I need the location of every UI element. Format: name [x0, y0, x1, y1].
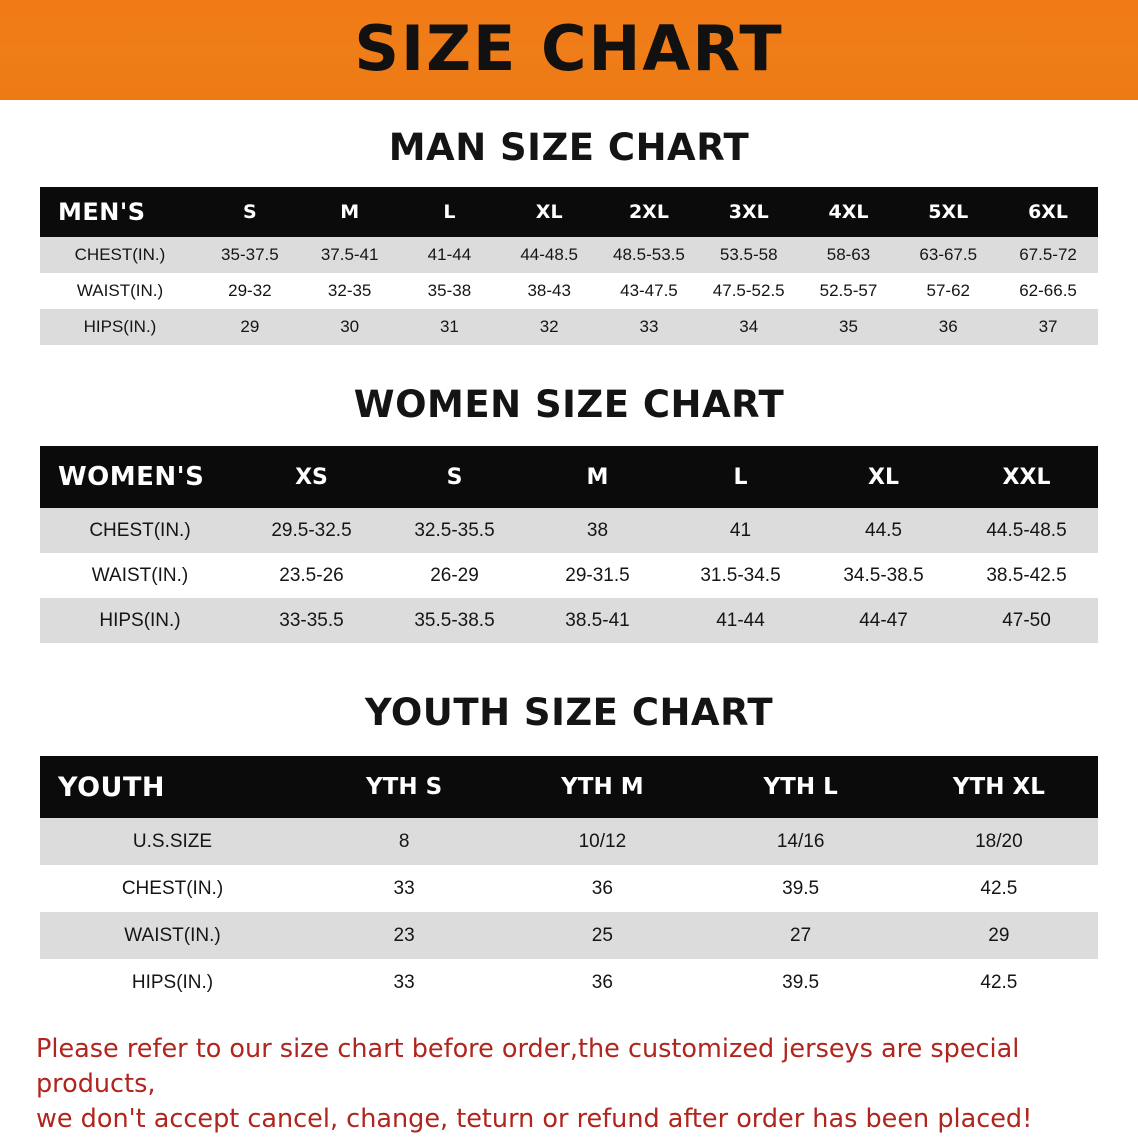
table-cell: 41-44 [669, 598, 812, 643]
row-label: HIPS(IN.) [40, 598, 240, 643]
table-cell: 58-63 [799, 237, 899, 273]
table-cell: 33 [599, 309, 699, 345]
table-cell: 29.5-32.5 [240, 508, 383, 553]
row-label: U.S.SIZE [40, 818, 305, 865]
row-label: WAIST(IN.) [40, 912, 305, 959]
table-cell: 29-31.5 [526, 553, 669, 598]
table-cell: 43-47.5 [599, 273, 699, 309]
table-cell: 37.5-41 [300, 237, 400, 273]
table-cell: 57-62 [898, 273, 998, 309]
table-cell: 29 [900, 912, 1098, 959]
table-header-cell: YTH XL [900, 756, 1098, 818]
table-cell: 33 [305, 865, 503, 912]
table-cell: 48.5-53.5 [599, 237, 699, 273]
table-cell: 38 [526, 508, 669, 553]
table-cell: 31.5-34.5 [669, 553, 812, 598]
table-row [40, 273, 1098, 309]
table-cell: 35-37.5 [200, 237, 300, 273]
table-cell: 44-47 [812, 598, 955, 643]
table-header-cell: XXL [955, 446, 1098, 508]
table-header-cell: L [669, 446, 812, 508]
table-header-cell: 6XL [998, 187, 1098, 237]
table-row [40, 237, 1098, 273]
table-cell: 29-32 [200, 273, 300, 309]
table-cell: 31 [400, 309, 500, 345]
table-row [40, 959, 1098, 1006]
man-table-wrap [0, 187, 1138, 345]
table-cell: 47.5-52.5 [699, 273, 799, 309]
table-cell: 23 [305, 912, 503, 959]
table-cell: 35-38 [400, 273, 500, 309]
table-cell: 62-66.5 [998, 273, 1098, 309]
youth-section-title: YOUTH SIZE CHART [364, 691, 774, 734]
table-cell: 25 [503, 912, 701, 959]
table-header-row [40, 446, 1098, 508]
table-cell: 36 [503, 959, 701, 1006]
table-cell: 47-50 [955, 598, 1098, 643]
table-cell: 35 [799, 309, 899, 345]
policy-note [36, 1032, 1102, 1138]
table-cell: 36 [503, 865, 701, 912]
row-label: CHEST(IN.) [40, 508, 240, 553]
row-label: WAIST(IN.) [40, 553, 240, 598]
table-cell: 34 [699, 309, 799, 345]
table-cell: 29 [200, 309, 300, 345]
row-label: HIPS(IN.) [40, 309, 200, 345]
table-header-row [40, 756, 1098, 818]
table-header-cell: 3XL [699, 187, 799, 237]
table-cell: 14/16 [702, 818, 900, 865]
table-row [40, 508, 1098, 553]
policy-note-line-1: Please refer to our size chart before order,the customized jerseys are special products, [36, 1034, 1020, 1100]
table-cell: 44.5-48.5 [955, 508, 1098, 553]
table-cell: 42.5 [900, 865, 1098, 912]
table-row [40, 818, 1098, 865]
table-cell: 32 [499, 309, 599, 345]
man-size-table [40, 187, 1098, 345]
table-cell: 39.5 [702, 959, 900, 1006]
table-cell: 67.5-72 [998, 237, 1098, 273]
table-header-cell: WOMEN'S [40, 446, 240, 508]
table-cell: 38-43 [499, 273, 599, 309]
table-header-cell: XL [499, 187, 599, 237]
youth-size-table [40, 756, 1098, 1006]
table-header-cell: XS [240, 446, 383, 508]
women-size-table [40, 446, 1098, 643]
table-header-cell: 5XL [898, 187, 998, 237]
table-cell: 38.5-42.5 [955, 553, 1098, 598]
table-row [40, 598, 1098, 643]
table-row [40, 865, 1098, 912]
table-header-cell: 2XL [599, 187, 699, 237]
table-cell: 44.5 [812, 508, 955, 553]
table-row [40, 553, 1098, 598]
table-header-cell: L [400, 187, 500, 237]
table-cell: 8 [305, 818, 503, 865]
table-cell: 26-29 [383, 553, 526, 598]
table-cell: 18/20 [900, 818, 1098, 865]
table-cell: 41-44 [400, 237, 500, 273]
youth-table-wrap [0, 756, 1138, 1006]
table-cell: 34.5-38.5 [812, 553, 955, 598]
table-cell: 42.5 [900, 959, 1098, 1006]
women-section-title: WOMEN SIZE CHART [353, 383, 785, 426]
table-cell: 38.5-41 [526, 598, 669, 643]
table-header-cell: M [526, 446, 669, 508]
table-cell: 33-35.5 [240, 598, 383, 643]
table-cell: 52.5-57 [799, 273, 899, 309]
table-cell: 32-35 [300, 273, 400, 309]
table-cell: 39.5 [702, 865, 900, 912]
table-header-cell: MEN'S [40, 187, 200, 237]
table-cell: 27 [702, 912, 900, 959]
row-label: HIPS(IN.) [40, 959, 305, 1006]
table-header-cell: 4XL [799, 187, 899, 237]
table-header-cell: YTH L [702, 756, 900, 818]
table-row [40, 309, 1098, 345]
table-header-row [40, 187, 1098, 237]
table-cell: 10/12 [503, 818, 701, 865]
table-header-cell: YTH S [305, 756, 503, 818]
banner-title: SIZE CHART [354, 12, 784, 85]
table-cell: 53.5-58 [699, 237, 799, 273]
table-cell: 23.5-26 [240, 553, 383, 598]
table-cell: 44-48.5 [499, 237, 599, 273]
table-cell: 37 [998, 309, 1098, 345]
row-label: CHEST(IN.) [40, 865, 305, 912]
row-label: CHEST(IN.) [40, 237, 200, 273]
table-header-cell: S [200, 187, 300, 237]
man-section-title: MAN SIZE CHART [388, 126, 750, 169]
women-table-wrap [0, 446, 1138, 643]
table-cell: 30 [300, 309, 400, 345]
row-label: WAIST(IN.) [40, 273, 200, 309]
banner [0, 0, 1138, 100]
table-cell: 41 [669, 508, 812, 553]
table-cell: 36 [898, 309, 998, 345]
policy-note-line-2: we don't accept cancel, change, teturn or refund after order has been placed! [36, 1104, 1033, 1135]
table-cell: 63-67.5 [898, 237, 998, 273]
table-row [40, 912, 1098, 959]
table-cell: 35.5-38.5 [383, 598, 526, 643]
table-header-cell: S [383, 446, 526, 508]
table-cell: 33 [305, 959, 503, 1006]
table-cell: 32.5-35.5 [383, 508, 526, 553]
table-header-cell: YOUTH [40, 756, 305, 818]
table-header-cell: XL [812, 446, 955, 508]
table-header-cell: M [300, 187, 400, 237]
table-header-cell: YTH M [503, 756, 701, 818]
